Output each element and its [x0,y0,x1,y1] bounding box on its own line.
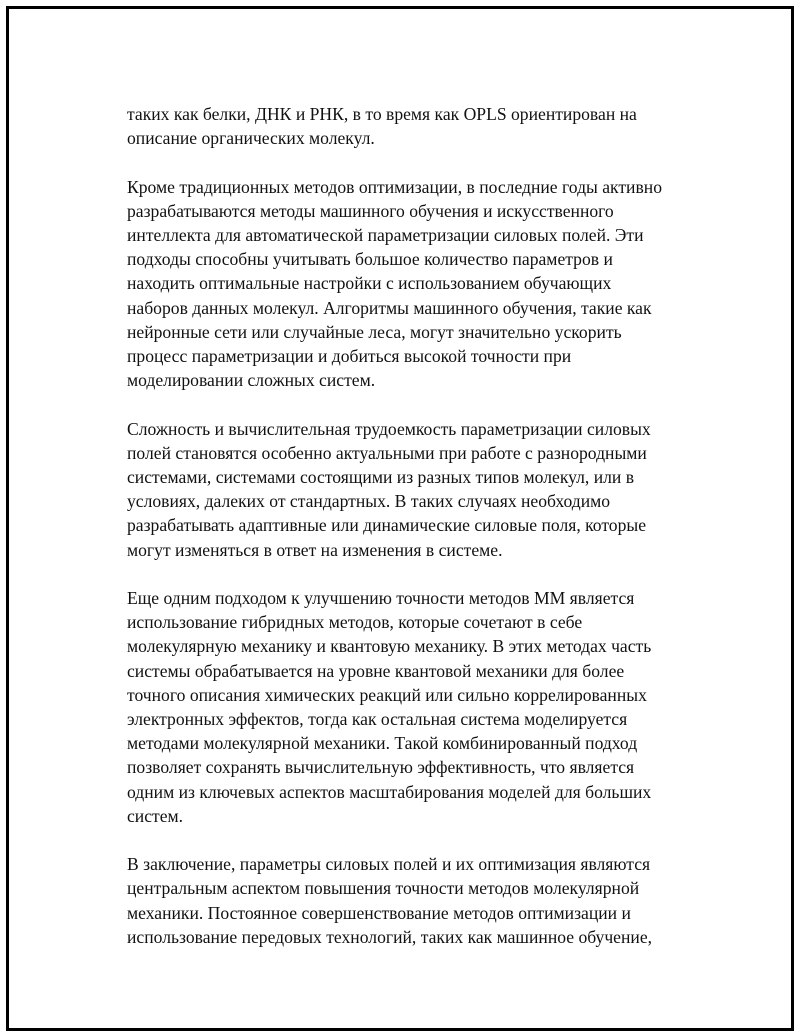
text-line: точного описания химических реакций или сильно коррелированных [127,684,647,705]
text-line: моделировании сложных систем. [127,370,376,391]
text-line: могут изменяться в ответ на изменения в системе. [127,539,503,560]
paragraph [127,417,707,562]
text-line: центральным аспектом повышения точности методов молекулярной [127,878,640,899]
text-line: полей становятся особенно актуальными при работе с разнородными [127,442,647,463]
text-line: таких как белки, ДНК и РНК, в то время как OPLS ориентирован на [127,104,637,124]
paragraph [127,102,707,150]
paragraph [127,175,707,393]
text-line: систем. [127,805,184,826]
text-line: одним из ключевых аспектов масштабирования моделей для больших [127,781,652,802]
text-line: системы обрабатывается на уровне квантовой механики для более [127,660,625,681]
text-line: Еще одним подходом к улучшению точности методов ММ является [127,588,635,609]
text-line: В заключение, параметры силовых полей и их оптимизация являются [127,854,651,875]
text-line: наборов данных молекул. Алгоритмы машинного обучения, такие как [127,297,652,318]
page-frame [6,6,794,1031]
text-line: использование гибридных методов, которые сочетают в себе [127,612,583,633]
paragraph [127,586,707,828]
text-line: молекулярную механику и квантовую механику. В этих методах часть [127,636,652,657]
text-line: методами молекулярной механики. Такой комбинированный подход [127,733,638,754]
text-line: процесс параметризации и добиться высокой точности при [127,346,572,367]
text-line: находить оптимальные настройки с использованием обучающих [127,273,612,294]
paragraph [127,852,707,949]
text-line: описание органических молекул. [127,128,375,149]
text-line: нейронные сети или случайные леса, могут значительно ускорить [127,321,622,342]
text-line: Кроме традиционных методов оптимизации, в последние годы активно [127,176,662,197]
text-line: позволяет сохранять вычислительную эффективность, что является [127,757,635,778]
text-line: условиях, далеких от стандартных. В таких случаях необходимо [127,491,611,512]
text-line: системами, системами состоящими из разных типов молекул, или в [127,467,635,488]
text-line: Сложность и вычислительная трудоемкость параметризации силовых [127,418,651,439]
text-line: разрабатывать адаптивные или динамические силовые поля, которые [127,515,647,536]
text-line: подходы способны учитывать большое количество параметров и [127,249,613,270]
text-line: разрабатываются методы машинного обучения и искусственного [127,200,614,221]
text-line: механики. Постоянное совершенствование методов оптимизации и [127,902,631,923]
document-body [127,102,707,973]
text-line: электронных эффектов, тогда как остальная система моделируется [127,709,628,730]
text-line: интеллекта для автоматической параметризации силовых полей. Эти [127,225,644,245]
text-line: использование передовых технологий, таких как машинное обучение, [127,926,653,947]
